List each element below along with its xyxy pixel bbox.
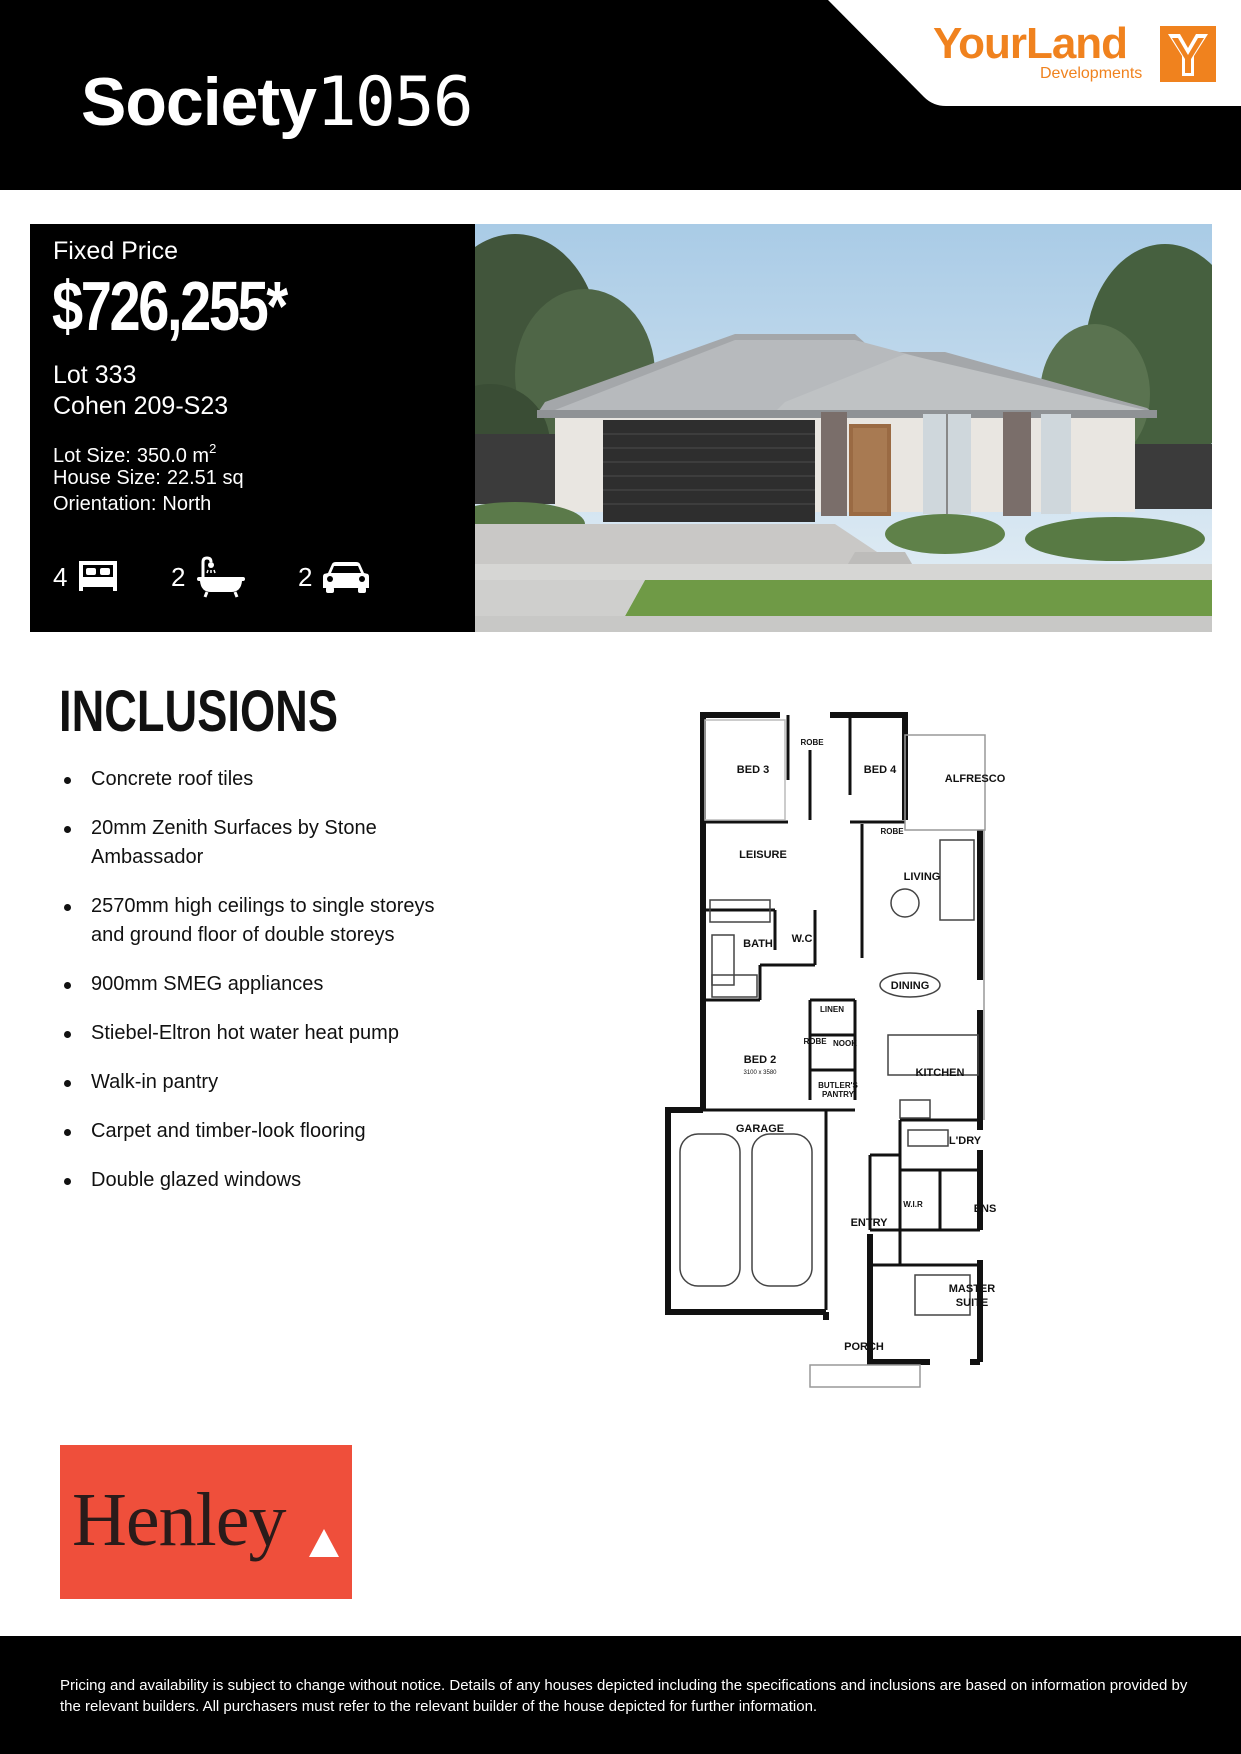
lot-size-label: Lot Size: xyxy=(53,445,131,467)
room-label-master: MASTER xyxy=(948,1283,996,1295)
room-label-bed2-dimensions: 3100 x 3580 xyxy=(743,1070,777,1076)
room-label-butlers: BUTLER'S xyxy=(818,1081,858,1090)
room-label-robe: ROBE xyxy=(803,1037,827,1046)
yourland-logo-text: YourLand xyxy=(933,19,1128,68)
room-label-living: LIVING xyxy=(903,871,941,883)
room-label-garage: GARAGE xyxy=(735,1123,785,1135)
orientation-value: North xyxy=(162,493,212,515)
henley-logo-text: Henley xyxy=(72,1478,286,1562)
inclusions-list xyxy=(59,765,459,1215)
car-spaces-count: 2 xyxy=(298,562,313,592)
yourland-logo-subtext: Developments xyxy=(1040,65,1143,82)
house-render-image xyxy=(475,224,1212,632)
bathrooms-feature xyxy=(171,557,247,597)
house-size-value: 22.51 sq xyxy=(166,467,244,489)
room-label-laundry: L'DRY xyxy=(948,1135,982,1147)
inclusion-item: Stiebel-Eltron hot water heat pump xyxy=(59,1019,459,1048)
page-footer xyxy=(0,1636,1241,1754)
orientation-label: Orientation: xyxy=(53,493,157,515)
inclusion-item: 20mm Zenith Surfaces by Stone Ambassador xyxy=(59,814,459,872)
orientation-row xyxy=(53,491,211,517)
henley-triangle-icon xyxy=(307,1527,341,1559)
room-label-suite: SUITE xyxy=(955,1297,989,1309)
room-label-pantry: PANTRY xyxy=(822,1090,854,1099)
room-label-wir: W.I.R xyxy=(903,1200,923,1209)
floor-plan-diagram xyxy=(660,710,1030,1390)
inclusion-item: Concrete roof tiles xyxy=(59,765,459,794)
house-design: Cohen 209-S23 xyxy=(53,392,229,420)
room-label-robe: ROBE xyxy=(880,827,904,836)
car-icon xyxy=(322,560,370,594)
room-label-dining: DINING xyxy=(890,980,930,992)
inclusion-item: Double glazed windows xyxy=(59,1166,459,1195)
inclusion-item: 2570mm high ceilings to single storeys and ground floor of double storeys xyxy=(59,892,459,950)
room-label-bed4: BED 4 xyxy=(863,764,897,776)
house-size-label: House Size: xyxy=(53,467,161,489)
bed-icon xyxy=(77,559,119,595)
room-label-wc: W.C xyxy=(791,933,813,945)
bedrooms-feature xyxy=(53,557,119,597)
room-label-alfresco: ALFRESCO xyxy=(944,773,1006,785)
inclusions-heading: INCLUSIONS xyxy=(59,679,338,744)
room-label-bed3: BED 3 xyxy=(736,764,770,776)
room-label-kitchen: KITCHEN xyxy=(915,1067,965,1079)
inclusion-item: Walk-in pantry xyxy=(59,1068,459,1097)
room-label-bed2: BED 2 xyxy=(743,1054,777,1066)
henley-logo xyxy=(60,1445,352,1599)
lot-size-value: 350.0 m xyxy=(136,445,210,467)
room-label-nook: NOOK xyxy=(833,1039,857,1048)
estate-name: Society xyxy=(81,64,316,140)
lot-size-unit: 2 xyxy=(209,441,217,456)
room-label-ensuite: ENS xyxy=(973,1203,997,1215)
room-label-porch: PORCH xyxy=(844,1341,884,1353)
lot-number: Lot 333 xyxy=(53,361,137,389)
disclaimer-text: Pricing and availability is subject to change without notice. Details of any houses depicted including the specifications and inclusions are based on information provided by the relevant builders. All purchasers must refer to the relevant builder of the house depicted for further information. xyxy=(60,1677,1188,1715)
room-label-entry: ENTRY xyxy=(850,1217,888,1229)
car-spaces-feature xyxy=(298,557,370,597)
estate-number: 1056 xyxy=(315,63,472,142)
price-value: $726,255* xyxy=(52,267,286,345)
house-size-row xyxy=(53,465,244,491)
room-label-robe: ROBE xyxy=(800,738,824,747)
bathtub-icon xyxy=(195,556,247,598)
price-label: Fixed Price xyxy=(53,237,179,265)
listing-info-panel xyxy=(30,224,475,632)
yourland-logo-icon xyxy=(1160,26,1216,82)
room-label-leisure: LEISURE xyxy=(739,849,787,861)
bathrooms-count: 2 xyxy=(171,562,186,592)
bedrooms-count: 4 xyxy=(53,562,68,592)
room-label-bath: BATH xyxy=(743,938,773,950)
inclusion-item: Carpet and timber-look flooring xyxy=(59,1117,459,1146)
inclusion-item: 900mm SMEG appliances xyxy=(59,970,459,999)
room-label-linen: LINEN xyxy=(820,1005,844,1014)
